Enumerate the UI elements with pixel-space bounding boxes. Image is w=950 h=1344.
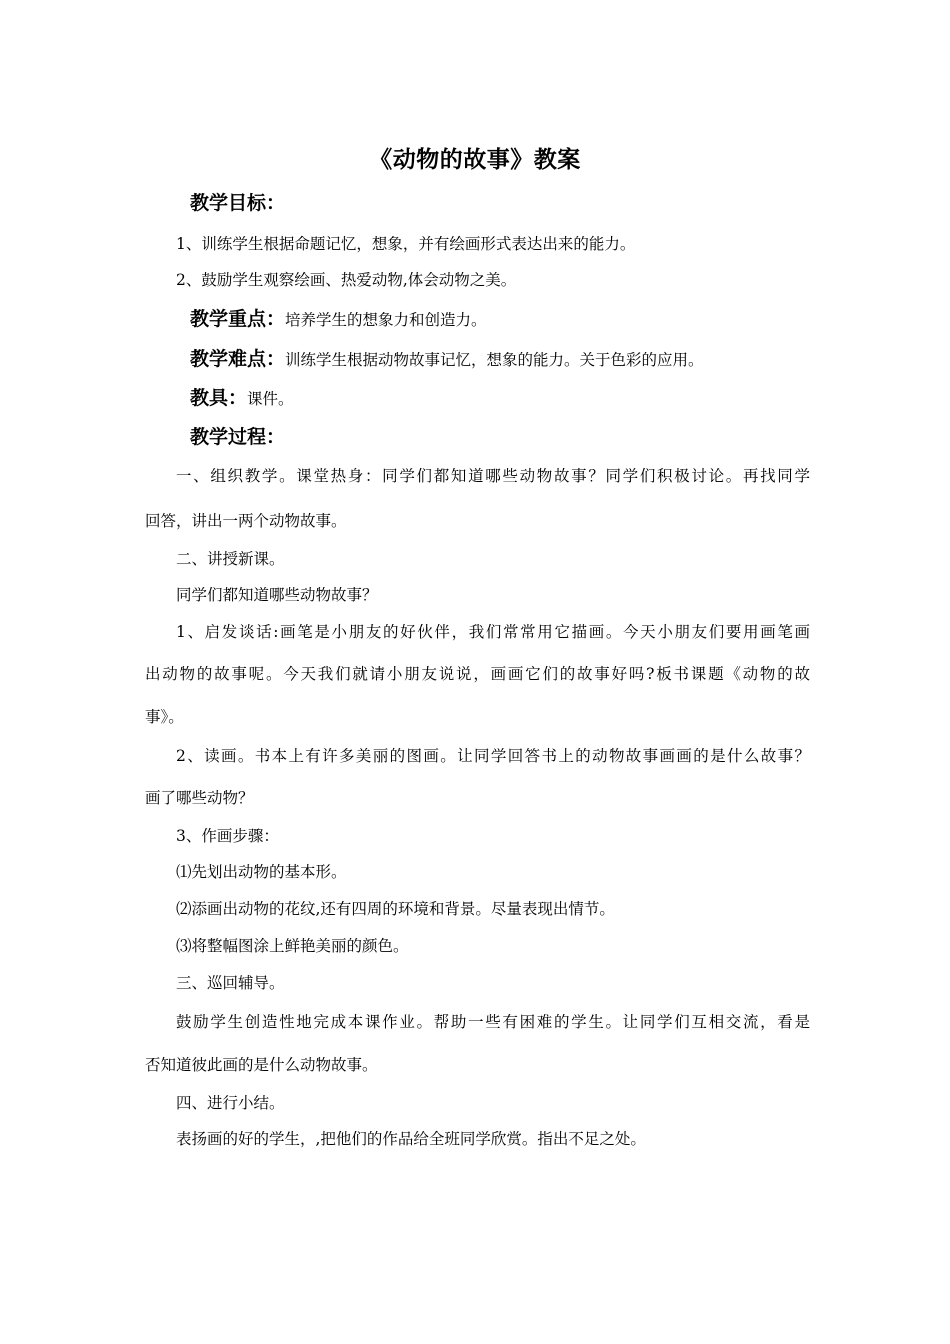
tools-heading: 教具：: [190, 387, 248, 409]
key-point-row: [190, 305, 810, 334]
process-line-6: 出动物的故事呢。今天我们就请小朋友说说，画画它们的故事好吗?板书课题《动物的故: [145, 665, 810, 683]
goals-section-heading: [190, 189, 810, 218]
process-line-16: 否知道彼此画的是什么动物故事。: [145, 1056, 378, 1074]
process-section-heading: [190, 423, 810, 452]
process-line-8: 2、读画。书本上有许多美丽的图画。让同学回答书上的动物故事画画的是什么故事？: [176, 747, 810, 765]
difficulty-heading: 教学难点：: [190, 348, 286, 370]
process-line-9: 画了哪些动物？: [145, 789, 254, 807]
process-line-1: 一、组织教学。课堂热身：同学们都知道哪些动物故事？同学们积极讨论。再找同学: [176, 467, 810, 485]
key-point-heading: 教学重点：: [190, 308, 286, 330]
process-line-11: ⑴先划出动物的基本形。: [176, 863, 347, 881]
goal-item-2: 2、鼓励学生观察绘画、热爱动物,体会动物之美。: [176, 271, 517, 289]
document-title: 《动物的故事》教案: [369, 146, 581, 173]
difficulty-row: [190, 345, 810, 374]
goals-heading: 教学目标：: [190, 192, 286, 214]
difficulty-text: 训练学生根据动物故事记忆，想象的能力。关于色彩的应用。: [285, 351, 704, 369]
process-line-18: 表扬画的好的学生，,把他们的作品给全班同学欣赏。指出不足之处。: [176, 1130, 646, 1148]
process-line-4: 同学们都知道哪些动物故事？: [176, 586, 378, 604]
key-point-text: 培养学生的想象力和创造力。: [285, 311, 487, 329]
tools-row: [190, 384, 810, 413]
process-line-15: 鼓励学生创造性地完成本课作业。帮助一些有困难的学生。让同学们互相交流，看是: [176, 1013, 810, 1031]
tools-text: 课件。: [247, 390, 294, 408]
process-line-2: 回答，讲出一两个动物故事。: [145, 512, 347, 530]
goal-item-1: 1、训练学生根据命题记忆，想象，并有绘画形式表达出来的能力。: [176, 235, 636, 253]
process-line-14: 三、巡回辅导。: [176, 974, 285, 992]
process-line-7: 事》。: [145, 708, 184, 726]
process-line-10: 3、作画步骤：: [176, 827, 279, 845]
process-heading: 教学过程：: [190, 426, 286, 448]
process-line-13: ⑶将整幅图涂上鲜艳美丽的颜色。: [176, 937, 409, 955]
process-line-12: ⑵添画出动物的花纹,还有四周的环境和背景。尽量表现出情节。: [176, 900, 615, 918]
process-line-3: 二、讲授新课。: [176, 550, 285, 568]
process-line-5: 1、启发谈话:画笔是小朋友的好伙伴，我们常常用它描画。今天小朋友们要用画笔画: [176, 623, 810, 641]
process-line-17: 四、进行小结。: [176, 1094, 285, 1112]
